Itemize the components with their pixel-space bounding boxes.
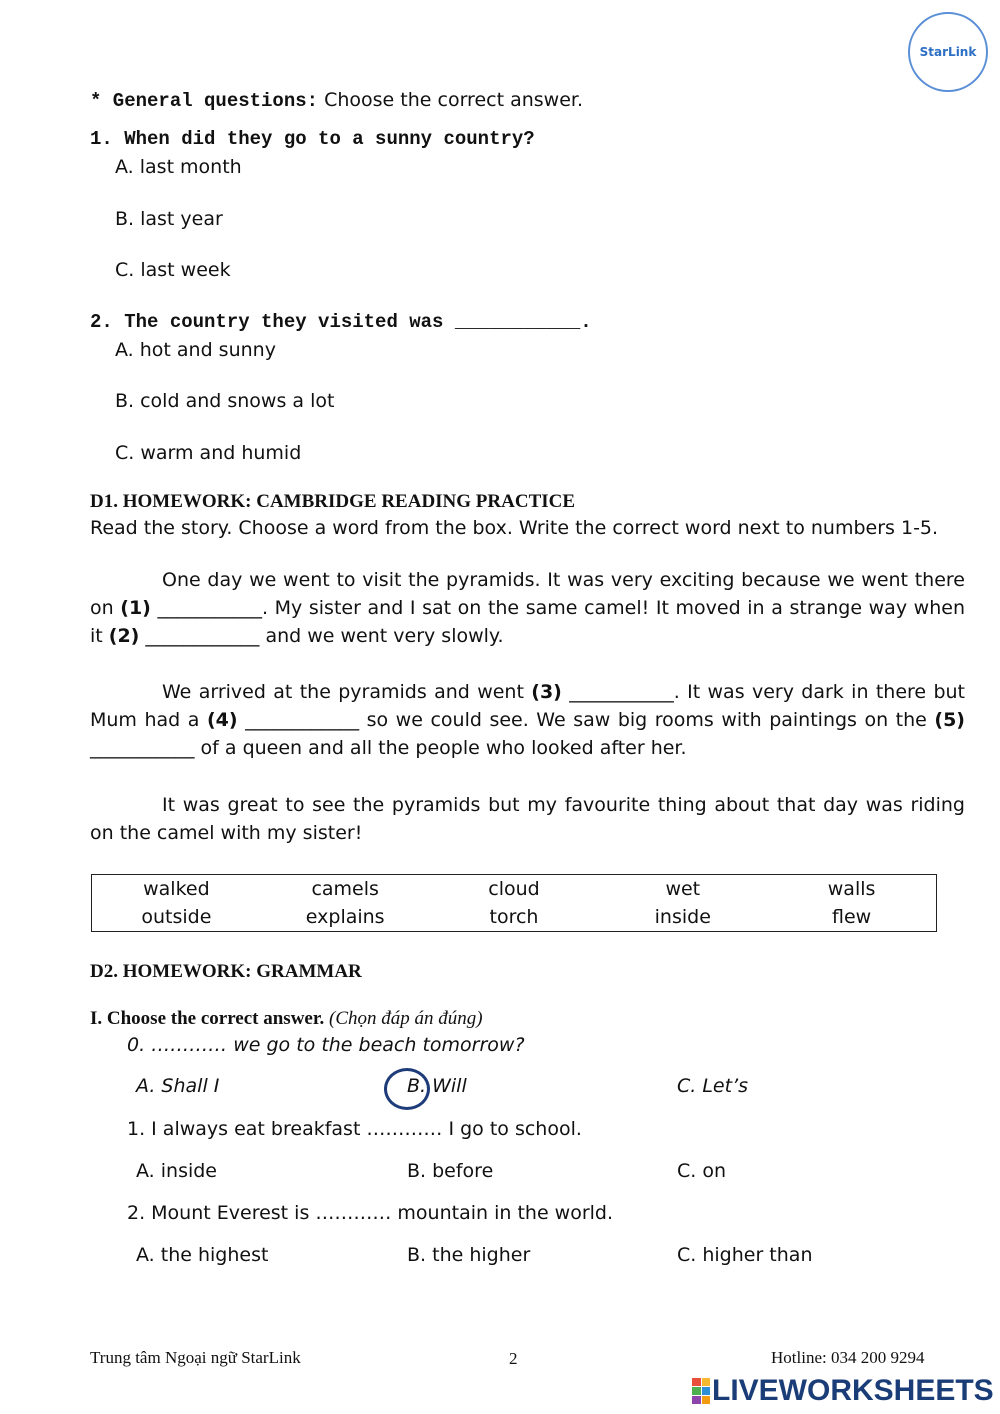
- general-questions-heading: [90, 89, 583, 112]
- d1-instruction: Read the story. Choose a word from the box. Write the correct word next to numbers 1-5.: [90, 517, 939, 539]
- word-option: cloud: [488, 878, 540, 900]
- q1-option-b[interactable]: B. before: [407, 1160, 494, 1182]
- p1-text-c: ____________ and we went very slowly.: [139, 625, 504, 647]
- general-label: * General questions:: [90, 90, 319, 112]
- footer-center-name: Trung tâm Ngoại ngữ StarLink: [90, 1348, 301, 1367]
- gap-2-number: (2): [108, 625, 140, 647]
- q0-question: 0. ………… we go to the beach tomorrow?: [127, 1034, 525, 1056]
- q1-option-a[interactable]: A. inside: [136, 1160, 217, 1182]
- p2-text-a: We arrived at the pyramids and went: [162, 681, 532, 703]
- story-paragraph-1: [90, 566, 965, 650]
- p2-text-d: ___________ of a queen and all the people who looked after her.: [90, 737, 687, 759]
- starlink-logo: StarLink: [908, 12, 988, 92]
- gap-4-number: (4): [206, 709, 238, 731]
- word-box-row-1: [92, 875, 936, 903]
- story-paragraph-3: It was great to see the pyramids but my favourite thing about that day was riding on the camel with my sister!: [90, 794, 965, 844]
- q0-option-c[interactable]: C. Let’s: [677, 1075, 749, 1097]
- footer-hotline: Hotline: 034 200 9294: [771, 1348, 925, 1367]
- q0-option-b[interactable]: B. Will: [407, 1075, 467, 1097]
- page-number: 2: [509, 1349, 518, 1368]
- liveworksheets-watermark: [692, 1374, 994, 1408]
- gq1-question: 1. When did they go to a sunny country?: [90, 128, 535, 150]
- word-option: walked: [143, 878, 210, 900]
- p1-text-b: ___________. My sister and I sat on the same camel! It moved in a strange way when it: [90, 597, 965, 647]
- word-option: explains: [305, 906, 385, 928]
- word-box: [91, 874, 937, 932]
- q2-option-c[interactable]: C. higher than: [677, 1244, 813, 1266]
- gap-1-number: (1): [120, 597, 151, 619]
- gq2-option-c[interactable]: C. warm and humid: [115, 442, 302, 464]
- word-option: walls: [827, 878, 876, 900]
- gq1-option-a[interactable]: A. last month: [115, 156, 242, 178]
- q1-question: 1. I always eat breakfast ………… I go to school.: [127, 1118, 582, 1140]
- section-1-title: I. Choose the correct answer.: [90, 1008, 325, 1029]
- gq1-option-b[interactable]: B. last year: [115, 208, 223, 230]
- gq2-option-b[interactable]: B. cold and snows a lot: [115, 390, 335, 412]
- word-option: camels: [311, 878, 379, 900]
- word-option: outside: [141, 906, 212, 928]
- word-option: wet: [665, 878, 701, 900]
- word-box-row-2: [92, 903, 936, 931]
- answer-circle-icon: [384, 1068, 430, 1110]
- word-option: torch: [489, 906, 539, 928]
- general-instruction: Choose the correct answer.: [324, 89, 583, 111]
- p1-text-a: One day we went to visit the pyramids. It was very exciting because we went there on: [90, 569, 965, 619]
- gq2-question: 2. The country they visited was ___________.: [90, 311, 592, 333]
- d1-title: D1. HOMEWORK: CAMBRIDGE READING PRACTICE: [90, 491, 576, 512]
- q1-option-c[interactable]: C. on: [677, 1160, 727, 1182]
- section-1-hint: (Chọn đáp án đúng): [329, 1008, 483, 1029]
- q2-option-a[interactable]: A. the highest: [136, 1244, 269, 1266]
- story-paragraph-2: [90, 678, 965, 762]
- gq2-option-a[interactable]: A. hot and sunny: [115, 339, 276, 361]
- gap-5-number: (5): [934, 709, 965, 731]
- p2-text-c: ____________ so we could see. We saw big rooms with paintings on the: [237, 709, 935, 731]
- q2-question: 2. Mount Everest is ………… mountain in the world.: [127, 1202, 614, 1224]
- word-option: flew: [831, 906, 872, 928]
- liveworksheets-logo-icon: [692, 1378, 710, 1404]
- gq1-option-c[interactable]: C. last week: [115, 259, 231, 281]
- q0-option-a[interactable]: A. Shall I: [136, 1075, 220, 1097]
- q2-option-b[interactable]: B. the higher: [407, 1244, 531, 1266]
- d2-title: D2. HOMEWORK: GRAMMAR: [90, 961, 362, 982]
- gap-3-number: (3): [531, 681, 562, 703]
- p2-text-b: ___________. It was very dark in there but Mum had a: [90, 681, 966, 731]
- section-1-heading: [90, 1008, 483, 1030]
- liveworksheets-text: LIVEWORKSHEETS: [712, 1374, 994, 1407]
- word-option: inside: [654, 906, 711, 928]
